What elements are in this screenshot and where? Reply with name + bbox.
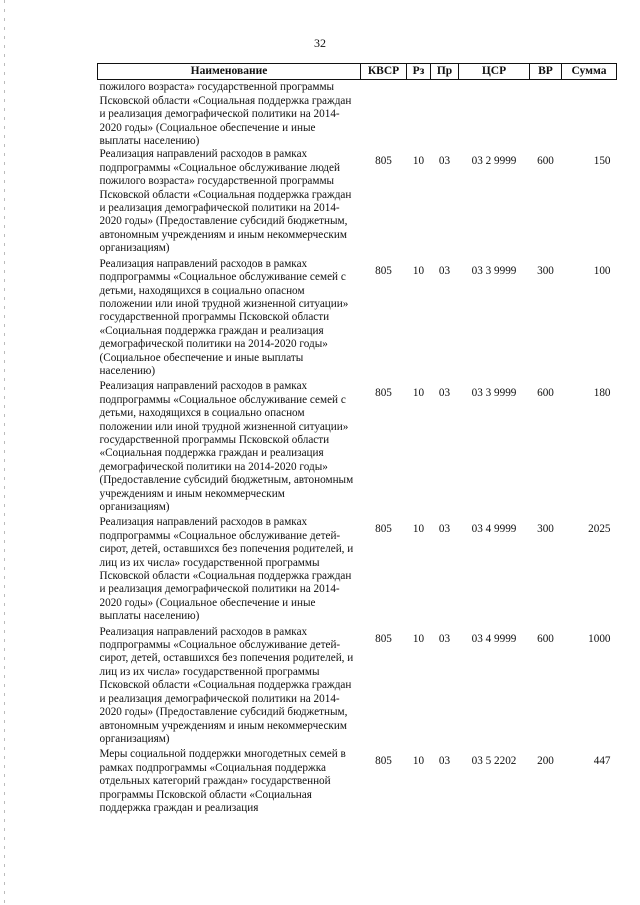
header-name: Наименование: [98, 64, 361, 80]
row-kvsr: 805: [375, 155, 392, 168]
row-pr: 03: [438, 155, 451, 168]
row-vr: 600: [537, 632, 554, 645]
row-rz: 10: [412, 523, 425, 536]
row-sum: 447: [593, 755, 611, 768]
row-kvsr: 805: [375, 387, 392, 400]
row-sum: 2025: [588, 523, 611, 536]
row-vr: 300: [537, 264, 554, 277]
row-rz: 10: [412, 155, 425, 168]
row-rz: 10: [412, 632, 425, 645]
header-rz: Рз: [407, 64, 431, 80]
table-row: [98, 148, 617, 257]
table-row: [98, 380, 617, 516]
header-kvsr: КВСР: [361, 64, 407, 80]
row-rz: 10: [412, 755, 425, 768]
row-sum: 100: [593, 264, 611, 277]
row-pr: 03: [438, 387, 451, 400]
row-csr: 03 2 9999: [471, 155, 517, 168]
row-sum: 150: [593, 155, 611, 168]
row-kvsr: 805: [375, 632, 392, 645]
row-csr: 03 5 2202: [471, 755, 517, 768]
row-name: Реализация направлений расходов в рамках подпрограммы «Социальное обслуживание людей пожилого возраста» государственной программы Псковской области «Социальная поддержка граждан и реализация демографической политики на 2014-2020 годы» (Предоставление субсидий бюджетным, автономным учреждениям и иным некоммерческим организациям): [99, 148, 352, 255]
row-name: пожилого возраста» государственной программы Псковской области «Социальная поддержка граждан и реализация демографической политики на 2014-2020 годы» (Социальное обеспечение и иные выплаты населению): [99, 81, 352, 148]
row-csr: 03 3 9999: [471, 264, 517, 277]
header-vr: ВР: [530, 64, 562, 80]
row-sum: 180: [593, 387, 611, 400]
row-kvsr: 805: [375, 755, 392, 768]
row-kvsr: 805: [375, 523, 392, 536]
row-name: Меры социальной поддержки многодетных семей в рамках подпрограммы «Социальная поддержка отдельных категорий граждан» государственной программы Псковской области «Социальная поддержка граждан и реализация: [99, 748, 346, 814]
table-row-continuation: [98, 80, 617, 149]
row-vr: 600: [537, 387, 554, 400]
scan-edge-artifact: [4, 0, 5, 905]
header-pr: Пр: [431, 64, 459, 80]
row-pr: 03: [438, 755, 451, 768]
row-csr: 03 4 9999: [471, 523, 517, 536]
row-name: Реализация направлений расходов в рамках подпрограммы «Социальное обслуживание семей с детьми, находящихся в социально опасном положении или иной трудной жизненной ситуации» государственной программы Псковской области «Социальная поддержка граждан и реализация демографической политики на 2014-2020 годы» (Социальное обеспечение и иные выплаты населению): [99, 257, 349, 377]
table-header: [98, 64, 617, 80]
row-pr: 03: [438, 523, 451, 536]
row-csr: 03 3 9999: [471, 387, 517, 400]
row-rz: 10: [412, 387, 425, 400]
header-csr: ЦСР: [459, 64, 530, 80]
row-name: Реализация направлений расходов в рамках подпрограммы «Социальное обслуживание детей-сирот, детей, оставшихся без попечения родителей, и лиц из их числа» государственной программы Псковской области «Социальная поддержка граждан и реализация демографической политики на 2014-2020 годы» (Социальное обеспечение и иные выплаты населению): [99, 516, 354, 623]
table-row: [98, 516, 617, 625]
header-sum: Сумма: [562, 64, 617, 80]
budget-table: [97, 63, 617, 817]
row-csr: 03 4 9999: [471, 632, 517, 645]
row-pr: 03: [438, 264, 451, 277]
row-name: Реализация направлений расходов в рамках подпрограммы «Социальное обслуживание детей-сирот, детей, оставшихся без попечения родителей, и лиц из их числа» государственной программы Псковской области «Социальная поддержка граждан и реализация демографической политики на 2014-2020 годы» (Предоставление субсидий бюджетным, автономным учреждениям и иным некоммерческим организациям): [99, 625, 354, 745]
table-row: [98, 258, 617, 381]
row-sum: 1000: [588, 632, 611, 645]
table-row: [98, 748, 617, 817]
row-pr: 03: [438, 632, 451, 645]
page-number: 32: [314, 36, 326, 50]
row-vr: 300: [537, 523, 554, 536]
row-name: Реализация направлений расходов в рамках подпрограммы «Социальное обслуживание семей с детьми, находящихся в социально опасном положении или иной трудной жизненной ситуации» государственной программы Псковской области «Социальная поддержка граждан и реализация демографической политики на 2014-2020 годы» (Предоставление субсидий бюджетным, автономным учреждениям и иным некоммерческим организациям): [99, 380, 354, 513]
table-row: [98, 626, 617, 749]
row-vr: 200: [537, 755, 554, 768]
row-rz: 10: [412, 264, 425, 277]
row-kvsr: 805: [375, 264, 392, 277]
row-vr: 600: [537, 155, 554, 168]
